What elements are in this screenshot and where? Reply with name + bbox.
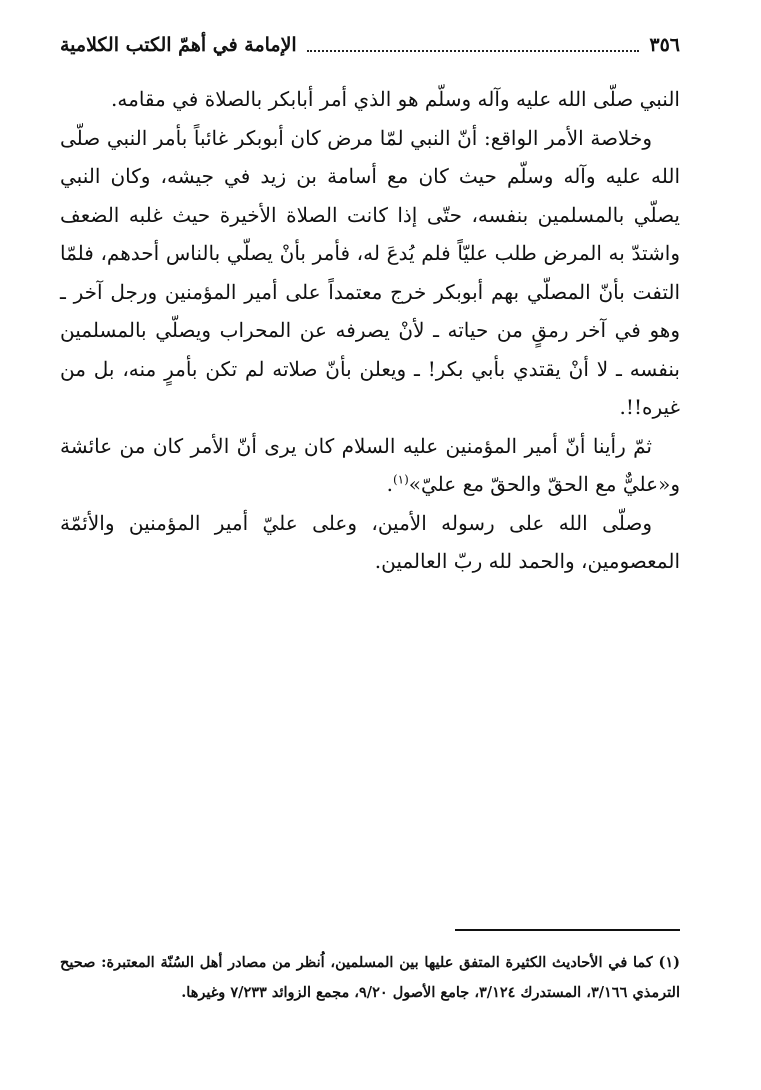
body-text — [60, 80, 680, 581]
footnote-text: (١) كما في الأحاديث الكثيرة المتفق عليها بين المسلمين، اُنظر من مصادر أهل السُنّة المعتبرة: صحيح الترمذي ٣/١٦٦، المستدرك ٣/١٢٤، جامع الأصول ٩/٢٠، مجمع الزوائد ٧/٢٣٣ وغيرها. — [60, 954, 680, 1001]
footnote-reference[interactable]: (١) — [392, 472, 409, 487]
paragraph-2-text: وخلاصة الأمر الواقع: أنّ النبي لمّا مرض كان أبوبكر غائباً بأمر النبي صلّى الله عليه وآله وسلّم حيث كان مع أسامة بن زيد في جيشه، وكان النبي يصلّي بالمسلمين بنفسه، حتّى إذا كانت الصلاة الأخيرة حيث غلبه الضعف واشتدّ به المرض طلب عليّاً فلم يُدعَ له، فأمر بأنْ يصلّي بالناس أحدهم، فلمّا التفت بأنّ المصلّي بهم أبوبكر خرج معتمداً على أمير المؤمنين ورجل آخر ـ وهو في آخر رمقٍ من حياته ـ لأنْ يصرفه عن المحراب ويصلّي بالمسلمين بنفسه ـ لا أنْ يقتدي بأبي بكر! ـ ويعلن بأنّ صلاته لم تكن بأمرٍ منه، بل من غيره!!. — [60, 125, 680, 419]
header-dot-leader — [307, 50, 640, 52]
footnote — [60, 948, 680, 1008]
paragraph-3-end: . — [386, 472, 393, 496]
paragraph-4-text: وصلّى الله على رسوله الأمين، وعلى عليّ أمير المؤمنين والأئمّة المعصومين، والحمد لله ربّ العالمين. — [60, 510, 680, 573]
paragraph-1 — [60, 80, 680, 119]
page-header — [60, 30, 680, 60]
paragraph-4 — [60, 504, 680, 581]
paragraph-2 — [60, 119, 680, 427]
page-number: ٣٥٦ — [649, 34, 680, 56]
footnote-separator — [455, 929, 680, 931]
paragraph-3-text: ثمّ رأينا أنّ أمير المؤمنين عليه السلام كان يرى أنّ الأمر كان من عائشة و«عليٌّ مع الحقّ والحقّ مع عليّ» — [60, 433, 680, 496]
running-title: الإمامة في أهمّ الكتب الكلامية — [60, 34, 297, 56]
paragraph-1-text: النبي صلّى الله عليه وآله وسلّم هو الذي أمر أبابكر بالصلاة في مقامه. — [111, 87, 680, 111]
paragraph-3 — [60, 427, 680, 504]
